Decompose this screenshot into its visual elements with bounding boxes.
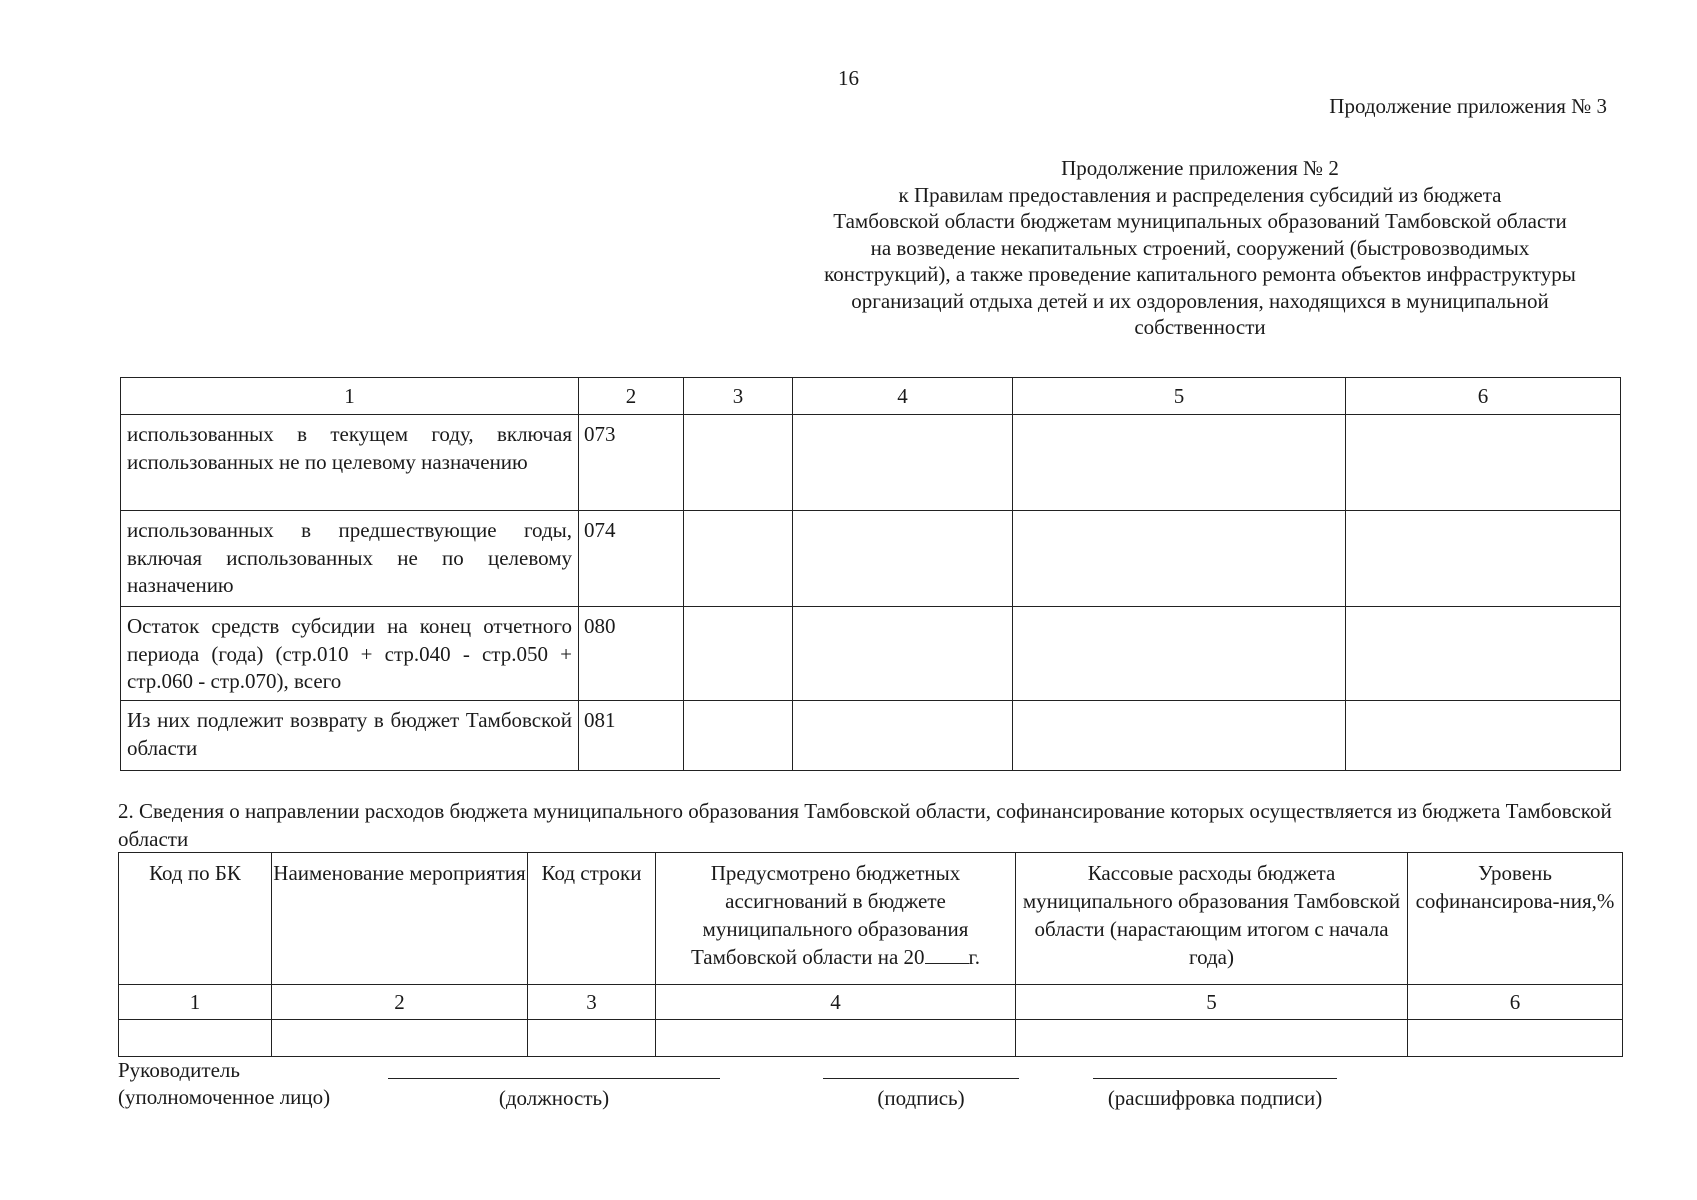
row-description: Из них подлежит возврату в бюджет Тамбовской области [121, 701, 579, 771]
column-number: 6 [1408, 985, 1623, 1020]
empty-cell [1346, 607, 1621, 701]
appendix-header [770, 155, 1630, 341]
row-code: 081 [579, 701, 684, 771]
empty-cell [528, 1020, 656, 1057]
row-code: 074 [579, 511, 684, 607]
header-line: на возведение некапитальных строений, сооружений (быстровозводимых [870, 235, 1530, 260]
column-number: 5 [1016, 985, 1408, 1020]
section-2-title: 2. Сведения о направлении расходов бюджета муниципального образования Тамбовской области, софинансирование которых осуществляется из бюджета Тамбовской области [118, 799, 1612, 851]
empty-cell [684, 607, 793, 701]
column-number: 4 [793, 378, 1013, 415]
empty-cell [1013, 415, 1346, 511]
signatory-label [118, 1057, 330, 1111]
signatory-subtitle: (уполномоченное лицо) [118, 1085, 331, 1109]
empty-cell [793, 415, 1013, 511]
header-cofinancing-level: Уровень софинансирова-ния,% [1408, 853, 1623, 985]
column-number: 1 [119, 985, 272, 1020]
header-budget-allocations-text: Предусмотрено бюджетных ассигнований в бюджете муниципального образования Тамбовской области на 20 [690, 861, 969, 969]
empty-cell [1016, 1020, 1408, 1057]
column-number-row [121, 378, 1621, 415]
empty-cell [656, 1020, 1016, 1057]
header-line: собственности [1134, 315, 1266, 339]
decode-caption: (расшифровка подписи) [1107, 1086, 1323, 1110]
column-number: 6 [1346, 378, 1621, 415]
empty-cell [1013, 701, 1346, 771]
year-suffix: г. [968, 945, 981, 969]
empty-cell [793, 701, 1013, 771]
page-number: 16 [838, 66, 859, 90]
decode-line [1093, 1078, 1337, 1079]
row-code: 080 [579, 607, 684, 701]
header-line: Продолжение приложения № 2 [1061, 156, 1339, 180]
table-row [121, 511, 1621, 607]
column-number-row [119, 985, 1623, 1020]
empty-cell [1013, 511, 1346, 607]
empty-cell [684, 701, 793, 771]
blank-row [119, 1020, 1623, 1057]
row-description: использованных в текущем году, включая использованных не по целевому назначению [121, 415, 579, 511]
year-blank [925, 945, 969, 964]
empty-cell [793, 511, 1013, 607]
empty-cell [1346, 511, 1621, 607]
empty-cell [684, 511, 793, 607]
column-number: 5 [1013, 378, 1346, 415]
header-line: организаций отдыха детей и их оздоровления, находящихся в муниципальной [851, 288, 1549, 313]
empty-cell [684, 415, 793, 511]
column-number: 2 [579, 378, 684, 415]
column-number: 2 [272, 985, 528, 1020]
position-caption: (должность) [498, 1086, 610, 1110]
header-row-code: Код строки [528, 853, 656, 985]
header-line: конструкций), а также проведение капитального ремонта объектов инфраструктуры [824, 262, 1576, 286]
position-line [388, 1078, 720, 1079]
header-line: к Правилам предоставления и распределения субсидий из бюджета [898, 182, 1502, 207]
empty-cell [1408, 1020, 1623, 1057]
empty-cell [272, 1020, 528, 1057]
empty-cell [793, 607, 1013, 701]
report-table [120, 377, 1621, 771]
header-budget-allocations [656, 853, 1016, 985]
empty-cell [119, 1020, 272, 1057]
column-number: 1 [121, 378, 579, 415]
signatory-title: Руководитель [118, 1058, 240, 1082]
empty-cell [1013, 607, 1346, 701]
table-row [121, 607, 1621, 701]
header-bk-code: Код по БК [119, 853, 272, 985]
expenses-header-row [119, 853, 1623, 985]
empty-cell [1346, 415, 1621, 511]
row-description: Остаток средств субсидии на конец отчетного периода (года) (стр.010 + стр.040 - стр.050 + стр.060 - стр.070), всего [121, 607, 579, 701]
empty-cell [1346, 701, 1621, 771]
column-number: 3 [528, 985, 656, 1020]
header-line: Тамбовской области бюджетам муниципальных образований Тамбовской области [833, 209, 1567, 233]
row-code: 073 [579, 415, 684, 511]
column-number: 4 [656, 985, 1016, 1020]
signature-caption: (подпись) [877, 1086, 965, 1110]
appendix-3-continuation: Продолжение приложения № 3 [1329, 94, 1607, 118]
signature-line [823, 1078, 1019, 1079]
expenses-table [118, 852, 1623, 1057]
table-row [121, 415, 1621, 511]
table-row [121, 701, 1621, 771]
header-activity-name: Наименование мероприятия [272, 853, 528, 985]
column-number: 3 [684, 378, 793, 415]
row-description: использованных в предшествующие годы, включая использованных не по целевому назначению [121, 511, 579, 607]
header-cash-expenses: Кассовые расходы бюджета муниципального образования Тамбовской области (нарастающим итогом с начала года) [1016, 853, 1408, 985]
